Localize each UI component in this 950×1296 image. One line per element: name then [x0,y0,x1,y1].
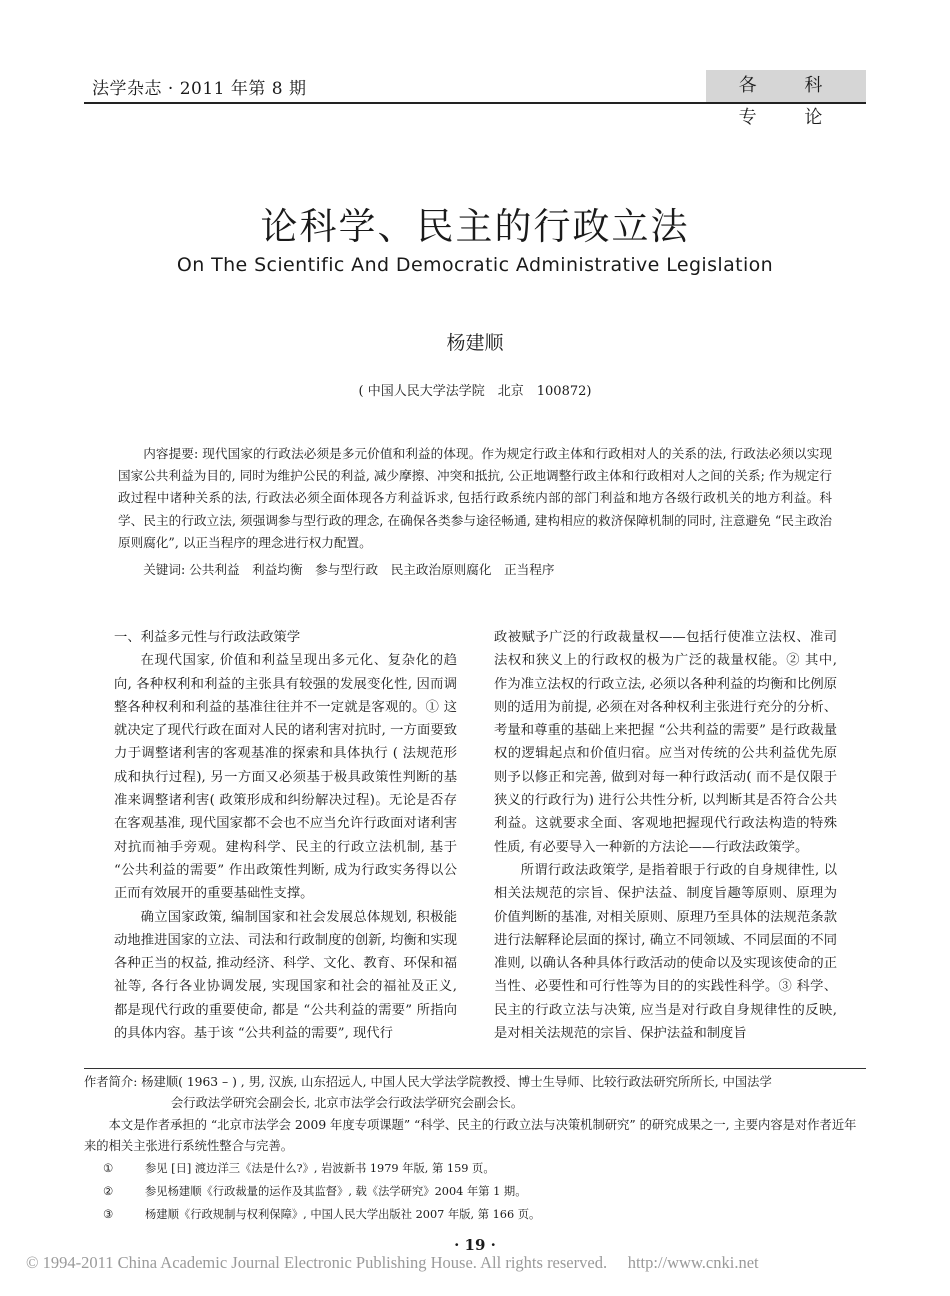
author-affiliation: ( 中国人民大学法学院 北京 100872) [358,384,592,399]
copyright-text: © 1994-2011 China Academic Journal Electronic Publishing House. All rights reserved. http://www.cnki.net [26,1253,759,1272]
paragraph: 所谓行政法政策学, 是指着眼于行政的自身规律性, 以相关法规范的宗旨、保护法益、制度旨趣等原则、原理为价值判断的基准, 对相关原则、原理乃至具体的法规范条款进行法解释论层面的探讨, 确立不同领域、不同层面的不同准则, 以确认各种具体行政活动的使命以及实现该使命的正当性、必要性和可行性等为目的的实践性科学。③ 科学、民主的行政立法与决策, 应当是对行政自身规律性的反映, 是对相关法规范的宗旨、保护法益和制度旨 [494,862,837,1042]
footnote-item [103,1206,863,1222]
section-heading: 一、利益多元性与行政法政策学 [114,630,301,645]
author-name: 杨建顺 [446,332,504,354]
footnote-text: 杨建顺《行政规制与权利保障》, 中国人民大学出版社 2007 年版, 第 166 页。 [145,1208,541,1221]
page-number: · 19 · [454,1236,496,1254]
journal-issue: 法学杂志 · 2011 年第 8 期 [92,79,307,99]
article-title: 论科学、民主的行政立法 [260,205,690,248]
footnote-text: 参见杨建顺《行政裁量的运作及其监督》, 载《法学研究》2004 年第 1 期。 [145,1185,527,1198]
footnote-item [103,1183,863,1199]
author-bio-continued: 会行政法学研究会副会长, 北京市法学会行政法学研究会副会长。 [171,1096,524,1111]
footnote-number: ③ [103,1208,114,1221]
footnote-number: ① [103,1162,114,1175]
abstract-text: 内容提要: 现代国家的行政法必须是多元价值和利益的体现。作为规定行政主体和行政相对人的关系的法, 行政法必须以实现国家公共利益为目的, 同时为维护公民的利益, 减少摩擦、冲突和抵抗, 公正地调整行政主体和行政相对人之间的关系; 作为规定行政过程中诸种关系的法, 行政法必须全面体现各方利益诉求, 包括行政系统内部的部门利益和地方各级行政机关的地方利益。科学、民主的行政立法, 须强调参与型行政的理念, 在确保各类参与途径畅通, 建构相应的救济保障机制的同时, 注意避免 “民主政治原则腐化”, 以正当程序的理念进行权力配置。 [118,446,832,550]
article-subtitle: On The Scientific And Democratic Administrative Legislation [176,254,774,276]
footnote-text: 参见 [日] 渡边洋三《法是什么?》, 岩波新书 1979 年版, 第 159 页。 [145,1162,495,1175]
paragraph: 确立国家政策, 编制国家和社会发展总体规划, 积极能动地推进国家的立法、司法和行政制度的创新, 均衡和实现各种正当的权益, 推动经济、科学、文化、教育、环保和福祉等, 各行各业协调发展, 实现国家和社会的福祉及正义, 都是现代行政的重要使命, 都是 “公共利益的需要” 所指向的具体内容。基于该 “公共利益的需要”, 现代行 [114,909,457,1042]
footnote-number: ② [103,1185,114,1198]
section-label: 各 科 专 论 [706,70,866,102]
header-rule [84,102,866,104]
footnote-item [103,1160,863,1176]
paragraph: 政被赋予广泛的行政裁量权——包括行使准立法权、准司法权和狭义上的行政权的极为广泛的裁量权能。② 其中, 作为准立法权的行政立法, 必须以各种利益的均衡和比例原则的适用为前提, 必须在对各种权利主张进行充分的分析、考量和尊重的基础上来把握 “公共利益的需要” 是行政裁量权的逻辑起点和价值归宿。应当对传统的公共利益优先原则予以修正和完善, 做到对每一种行政活动( 而不是仅限于狭义的行政行为) 进行公共性分析, 以判断其是否符合公共利益。这就要求全面、客观地把握现代行政法构造的特殊性质, 有必要导入一种新的方法论——行政法政策学。 [494,630,837,855]
footnote-rule [84,1068,866,1069]
keywords: 关键词: 公共利益 利益均衡 参与型行政 民主政治原则腐化 正当程序 [143,562,555,577]
paragraph: 在现代国家, 价值和利益呈现出多元化、复杂化的趋向, 各种权利和利益的主张具有较强的发展变化性, 因而调整各种权利和利益的基准往往并不一定就是客观的。① 这就决定了现代行政在面对人民的诸利害对抗时, 一方面要致力于调整诸利害的客观基准的探索和具体执行 ( 法规范形成和执行过程), 另一方面又必须基于极具政策性判断的基准来调整诸利害( 政策形成和纠纷解决过程)。无论是否存在客观基准, 现代国家都不会也不应当允许行政面对诸利害对抗而袖手旁观。建构科学、民主的行政立法机制, 基于 “公共利益的需要” 作出政策性判断, 成为行政实务得以公正而有效展开的重要基础性支撑。 [114,653,457,902]
author-note [84,1072,868,1157]
funding-note: 本文是作者承担的 “北京市法学会 2009 年度专项课题” “科学、民主的行政立法与决策机制研究” 的研究成果之一, 主要内容是对作者近年来的相关主张进行系统性整合与完善。 [84,1117,857,1153]
body-column-left [114,626,457,1045]
body-column-right [494,626,837,1045]
copyright-notice [26,1249,759,1273]
author-bio: 作者简介: 杨建顺( 1963 – ) , 男, 汉族, 山东招远人, 中国人民大学法学院教授、博士生导师、比较行政法研究所所长, 中国法学 [84,1075,772,1089]
